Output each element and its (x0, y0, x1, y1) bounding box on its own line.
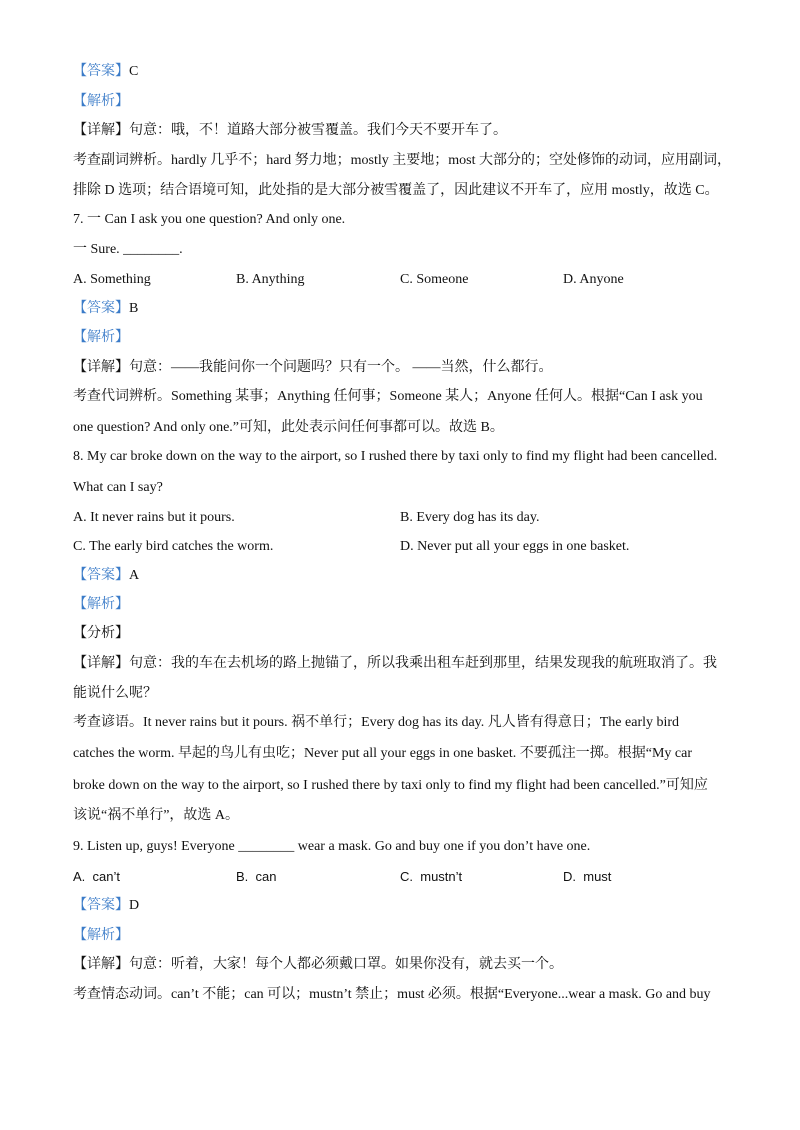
q7-detail: 【详解】句意：——我能问你一个问题吗？只有一个。 ——当然，什么都行。 (73, 360, 553, 375)
answer-tag: 【答案】 (73, 898, 129, 913)
option-text: mustn’t (420, 869, 463, 884)
q7-option-a: A. Something (73, 272, 151, 287)
q6-detail: 【详解】句意：哦，不！道路大部分被雪覆盖。我们今天不要开车了。 (73, 123, 507, 138)
option-letter: B. (236, 869, 249, 884)
q8-detail-line-1: 【详解】句意：我的车在去机场的路上抛锚了，所以我乘出租车赶到那里，结果发现我的航班取消了。我 (73, 656, 717, 671)
q8-option-b: B. Every dog has its day. (400, 510, 540, 525)
answer-tag: 【答案】 (73, 301, 129, 316)
q8-option-d: D. Never put all your eggs in one basket. (400, 539, 630, 554)
option-letter: D. (563, 869, 576, 884)
q8-explanation-line-1: 考查谚语。It never rains but it pours. 祸不单行；Every dog has its day. 凡人皆有得意日；The early bird (73, 715, 680, 730)
answer-tag: 【答案】 (73, 64, 129, 79)
option-text: can’t (92, 869, 120, 884)
q8-option-c: C. The early bird catches the worm. (73, 539, 274, 554)
q8-explanation-line-2: catches the worm. 早起的鸟儿有虫吃；Never put all your eggs in one basket. 不要孤注一掷。根据“My car (73, 746, 692, 761)
q8-stem-line-2: What can I say? (73, 480, 163, 495)
q8-analyze-tag: 【分析】 (73, 626, 129, 641)
q9-option-a (73, 867, 120, 887)
q8-answer: A (129, 568, 140, 583)
option-letter: A. (73, 869, 86, 884)
q8-answer-line (73, 566, 139, 586)
q6-answer-line (73, 62, 138, 82)
q8-stem-line-1: 8. My car broke down on the way to the airport, so I rushed there by taxi only to find my flight had been cancelled. (73, 449, 718, 464)
q9-answer: D (129, 898, 140, 913)
q7-option-b: B. Anything (236, 272, 305, 287)
q8-explanation-line-4: 该说“祸不单行”，故选 A。 (73, 808, 240, 823)
q6-explanation-line-2: 排除 D 选项；结合语境可知，此处指的是大部分被雪覆盖了，因此建议不开车了，应用 mostly，故选 C。 (73, 183, 719, 198)
q9-option-d (563, 867, 611, 887)
q7-answer-line (73, 299, 138, 319)
q7-explanation-line-1: 考查代词辨析。Something 某事；Anything 任何事；Someone 某人；Anyone 任何人。根据“Can I ask you (73, 389, 703, 404)
q9-detail: 【详解】句意：听着，大家！每个人都必须戴口罩。如果你没有，就去买一个。 (73, 957, 563, 972)
q9-stem: 9. Listen up, guys! Everyone ________ wear a mask. Go and buy one if you don’t have one. (73, 839, 591, 854)
q8-analysis-tag: 【解析】 (73, 597, 129, 612)
q7-option-d: D. Anyone (563, 272, 624, 287)
q9-analysis-tag: 【解析】 (73, 928, 129, 943)
q7-stem-line-1: 7. 一 Can I ask you one question? And only one. (73, 212, 346, 227)
q9-option-b (236, 867, 277, 887)
option-text: must (583, 869, 612, 884)
q8-option-a: A. It never rains but it pours. (73, 510, 235, 525)
q8-detail-line-2: 能说什么呢？ (73, 686, 157, 701)
q6-explanation-line-1: 考查副词辨析。hardly 几乎不；hard 努力地；mostly 主要地；most 大部分的；空处修饰的动词，应用副词， (73, 153, 731, 168)
q9-answer-line (73, 896, 139, 916)
q6-analysis-tag: 【解析】 (73, 94, 129, 109)
q9-explanation-line-1: 考查情态动词。can’t 不能；can 可以；mustn’t 禁止；must 必须。根据“Everyone...wear a mask. Go and buy (73, 987, 711, 1002)
option-letter: C. (400, 869, 413, 884)
q7-option-c: C. Someone (400, 272, 469, 287)
q9-option-c (400, 867, 462, 887)
q7-answer: B (129, 301, 139, 316)
answer-tag: 【答案】 (73, 568, 129, 583)
q7-explanation-line-2: one question? And only one.”可知，此处表示问任何事都可以。故选 B。 (73, 420, 504, 435)
q7-stem-line-2: 一 Sure. ________. (73, 242, 183, 257)
q6-answer: C (129, 64, 139, 79)
q8-explanation-line-3: broke down on the way to the airport, so I rushed there by taxi only to find my flight had been cancelled.”可知应 (73, 778, 708, 793)
q7-analysis-tag: 【解析】 (73, 330, 129, 345)
option-text: can (255, 869, 277, 884)
